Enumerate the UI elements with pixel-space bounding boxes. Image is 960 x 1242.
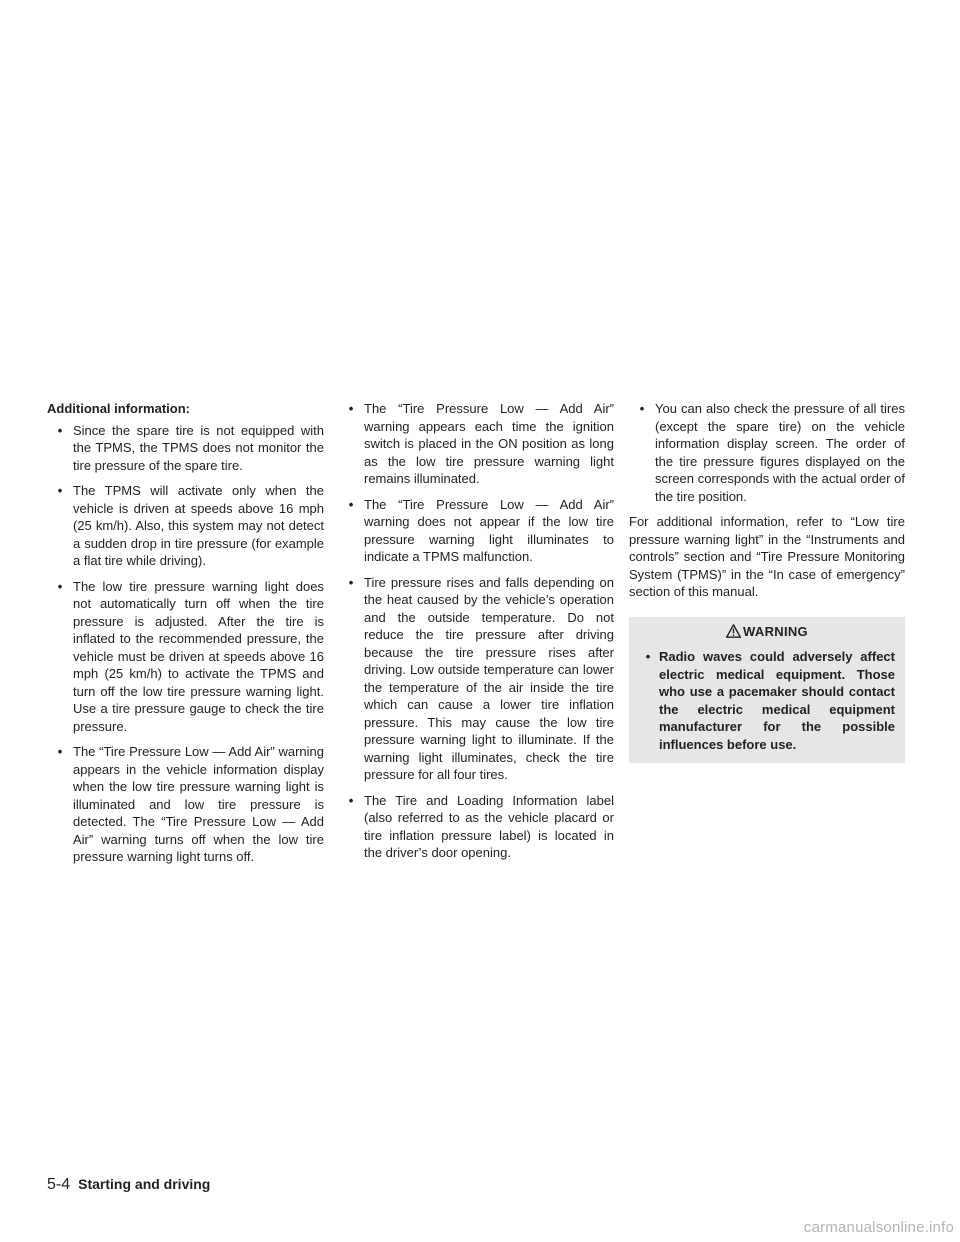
list-item-text: The “Tire Pressure Low — Add Air” warning appears in the vehicle information display when the low tire pressure warning light is illuminated and low tire pressure is detected. The “Tire Pressure Low — Add Air” warning turns off when the low tire pressure warning light turns off. xyxy=(73,744,324,864)
bullet-icon: • xyxy=(639,401,645,416)
warning-triangle-icon xyxy=(726,624,741,638)
bullet-icon: • xyxy=(57,744,63,759)
list-item xyxy=(47,422,324,475)
list-item xyxy=(338,496,614,566)
list-item-text: Since the spare tire is not equipped with the TPMS, the TPMS does not monitor the tire pressure of the spare tire. xyxy=(73,422,324,473)
bullet-icon: • xyxy=(348,792,354,808)
reference-paragraph: For additional information, refer to “Low tire pressure warning light” in the “Instruments and controls” section and “Tire Pressure Monitoring System (TPMS)” in the “In case of emergency” section of this manual. xyxy=(629,514,905,599)
footer-section-title: Starting and driving xyxy=(78,1176,211,1192)
bullet-icon: • xyxy=(57,422,63,438)
list-item xyxy=(639,648,895,753)
column-right xyxy=(629,400,905,763)
list-item xyxy=(47,482,324,570)
bullet-list xyxy=(47,422,324,866)
list-item xyxy=(47,743,324,866)
bullet-icon: • xyxy=(348,401,354,416)
list-item xyxy=(338,574,614,784)
list-item-text: The “Tire Pressure Low — Add Air” warning does not appear if the low tire pressure warning light illuminates to indicate a TPMS malfunction. xyxy=(364,496,614,564)
list-item-text: The low tire pressure warning light does not automatically turn off when the tire pressure is adjusted. After the tire is inflated to the recommended pressure, the vehicle must be driven at speeds above 16 mph (25 km/h) to activate the TPMS and turn off the low tire pressure warning light. Use a tire pressure gauge to check the tire pressure. xyxy=(73,578,324,734)
warning-title-text: WARNING xyxy=(743,623,808,639)
column-middle xyxy=(338,400,614,870)
section-heading: Additional information: xyxy=(47,401,190,416)
bullet-list xyxy=(629,400,905,505)
list-item xyxy=(338,400,614,488)
warning-box xyxy=(629,617,905,764)
bullet-icon: • xyxy=(348,574,354,590)
list-item xyxy=(629,400,905,505)
list-item xyxy=(47,578,324,736)
list-item-text: The “Tire Pressure Low — Add Air” warning appears each time the ignition switch is placed in the ON position as long as the low tire pressure warning light remains illuminated. xyxy=(364,401,614,486)
bullet-icon: • xyxy=(57,483,63,498)
bullet-list xyxy=(338,400,614,862)
bullet-icon: • xyxy=(645,649,651,664)
list-item xyxy=(338,792,614,862)
warning-text: Radio waves could adversely affect electric medical equipment. Those who use a pacemaker should contact the electric medical equipment manufacturer for the possible influences before use. xyxy=(659,649,895,752)
page-number: 5-4 xyxy=(47,1176,71,1193)
column-left xyxy=(47,400,324,874)
warning-title xyxy=(639,623,895,641)
watermark: carmanualsonline.info xyxy=(803,1219,954,1236)
bullet-icon: • xyxy=(57,578,63,594)
list-item-text: The Tire and Loading Information label (also referred to as the vehicle placard or tire inflation pressure label) is located in the driver’s door opening. xyxy=(364,792,614,860)
list-item-text: Tire pressure rises and falls depending on the heat caused by the vehicle’s operation and the outside temperature. Do not reduce the tire pressure after driving because the tire pressure rises after driving. Low outside temperature can lower the temperature of the air inside the tire which can cause a lower tire inflation pressure. This may cause the low tire pressure warning light to illuminate. If the warning light illuminates, check the tire pressure for all four tires. xyxy=(364,574,614,782)
page-footer xyxy=(47,1176,210,1194)
warning-list xyxy=(639,648,895,753)
list-item-text: You can also check the pressure of all tires (except the spare tire) on the vehicle information display screen. The order of the tire pressure figures displayed on the screen corresponds with the actual order of the tire position. xyxy=(655,401,905,504)
list-item-text: The TPMS will activate only when the vehicle is driven at speeds above 16 mph (25 km/h). Also, this system may not detect a sudden drop in tire pressure (for example a flat tire while driving). xyxy=(73,483,324,568)
bullet-icon: • xyxy=(348,496,354,512)
